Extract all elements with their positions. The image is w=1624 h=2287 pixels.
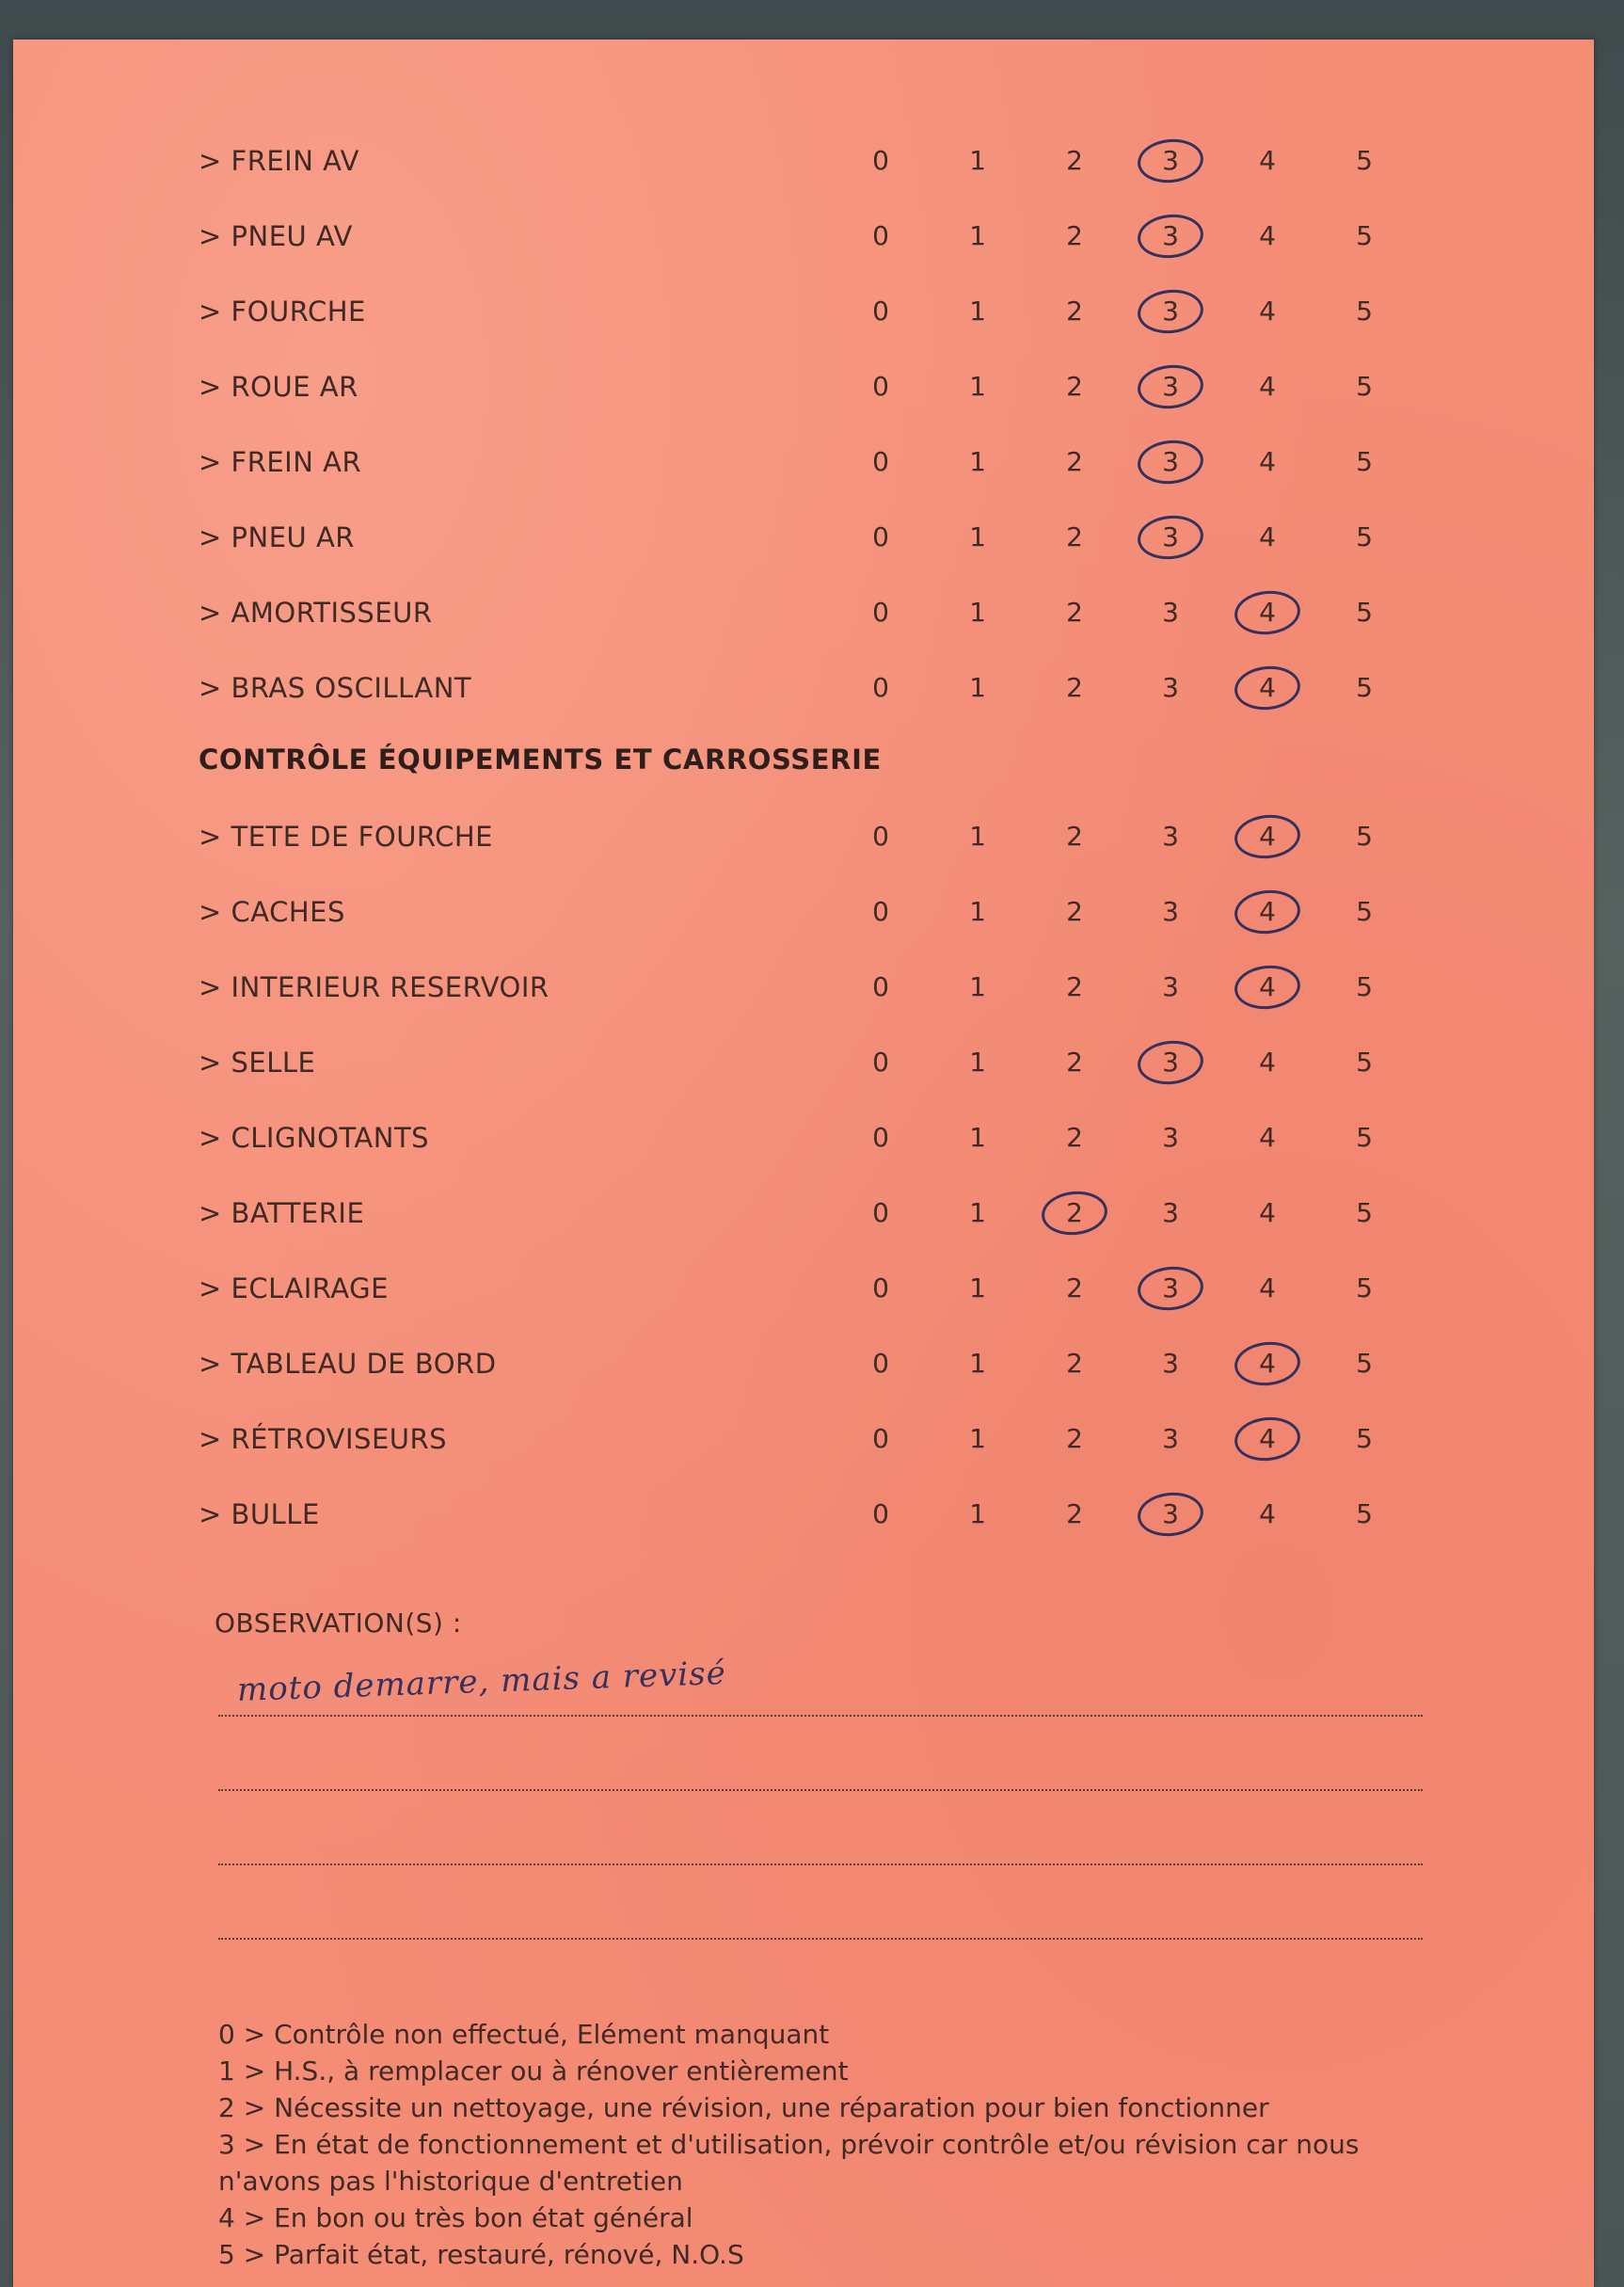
score-option-selected: 3 <box>1142 145 1199 176</box>
score-option: 0 <box>872 821 889 852</box>
score-option: 1 <box>969 371 986 402</box>
score-option: 2 <box>1066 521 1083 552</box>
item-label: > SELLE <box>199 1047 316 1079</box>
score-option-selected: 3 <box>1142 1272 1199 1303</box>
score-option: 5 <box>1356 1348 1373 1379</box>
score-option-selected: 4 <box>1239 896 1296 927</box>
item-label: > CLIGNOTANTS <box>199 1122 430 1154</box>
observation-line <box>218 1789 1423 1791</box>
item-label: > TETE DE FOURCHE <box>199 821 493 853</box>
score-option: 5 <box>1356 821 1373 852</box>
score-option: 5 <box>1356 145 1373 176</box>
legend-line: 5 > Parfait état, restauré, rénové, N.O.S <box>218 2239 744 2270</box>
observation-line <box>218 1863 1423 1865</box>
score-option: 2 <box>1066 145 1083 176</box>
score-option: 0 <box>872 371 889 402</box>
rating-row <box>13 582 1594 657</box>
item-label: > BRAS OSCILLANT <box>199 672 472 704</box>
score-option: 0 <box>872 1498 889 1529</box>
observations-label: OBSERVATION(S) : <box>215 1607 462 1639</box>
rating-row <box>13 1483 1594 1559</box>
score-option: 1 <box>969 1348 986 1379</box>
item-label: > ROUE AR <box>199 371 358 403</box>
score-option: 2 <box>1066 1498 1083 1529</box>
score-option: 0 <box>872 1122 889 1153</box>
score-option: 0 <box>872 1047 889 1078</box>
score-option: 5 <box>1356 1047 1373 1078</box>
score-option: 3 <box>1162 971 1179 1002</box>
score-option: 4 <box>1259 220 1276 251</box>
score-option: 2 <box>1066 1423 1083 1454</box>
score-option: 2 <box>1066 1122 1083 1153</box>
rating-row <box>13 1107 1594 1182</box>
score-option: 4 <box>1259 1122 1276 1153</box>
score-option: 4 <box>1259 145 1276 176</box>
legend-line: 0 > Contrôle non effectué, Elément manquant <box>218 2019 830 2050</box>
score-option: 4 <box>1259 1272 1276 1303</box>
rating-row <box>13 356 1594 431</box>
score-option: 1 <box>969 1498 986 1529</box>
score-option-selected: 4 <box>1239 971 1296 1002</box>
score-option: 4 <box>1259 1498 1276 1529</box>
legend-line: n'avons pas l'historique d'entretien <box>218 2166 683 2197</box>
rating-row <box>13 956 1594 1032</box>
score-option: 1 <box>969 1122 986 1153</box>
legend-line: 3 > En état de fonctionnement et d'utilisation, prévoir contrôle et/ou révision car nous <box>218 2129 1360 2160</box>
item-label: > RÉTROVISEURS <box>199 1423 448 1455</box>
item-label: > CACHES <box>199 896 345 928</box>
score-option: 1 <box>969 821 986 852</box>
score-option: 3 <box>1162 896 1179 927</box>
score-option: 4 <box>1259 296 1276 327</box>
score-option: 3 <box>1162 1197 1179 1228</box>
score-option: 5 <box>1356 1272 1373 1303</box>
score-option-selected: 2 <box>1046 1197 1103 1228</box>
score-option-selected: 3 <box>1142 446 1199 477</box>
score-option: 5 <box>1356 672 1373 703</box>
rating-row <box>13 506 1594 582</box>
score-option: 2 <box>1066 220 1083 251</box>
rating-row <box>13 431 1594 506</box>
score-option: 1 <box>969 521 986 552</box>
score-option-selected: 4 <box>1239 672 1296 703</box>
rating-row <box>13 806 1594 881</box>
score-option: 2 <box>1066 1047 1083 1078</box>
score-option: 0 <box>872 446 889 477</box>
score-option: 0 <box>872 296 889 327</box>
score-option-selected: 3 <box>1142 220 1199 251</box>
item-label: > FREIN AV <box>199 145 359 177</box>
score-option: 2 <box>1066 821 1083 852</box>
score-option: 5 <box>1356 220 1373 251</box>
item-label: > FOURCHE <box>199 296 366 328</box>
score-option: 1 <box>969 971 986 1002</box>
score-option: 0 <box>872 1423 889 1454</box>
score-option: 3 <box>1162 672 1179 703</box>
score-option: 5 <box>1356 597 1373 628</box>
legend-line: 2 > Nécessite un nettoyage, une révision, une réparation pour bien fonctionner <box>218 2092 1269 2123</box>
score-option: 0 <box>872 521 889 552</box>
score-option: 1 <box>969 1197 986 1228</box>
rating-row <box>13 657 1594 732</box>
item-label: > INTERIEUR RESERVOIR <box>199 971 549 1003</box>
item-label: > BATTERIE <box>199 1197 365 1229</box>
observation-line <box>218 1715 1423 1717</box>
score-option: 2 <box>1066 1272 1083 1303</box>
rating-row <box>13 130 1594 205</box>
score-option: 5 <box>1356 971 1373 1002</box>
score-option-selected: 4 <box>1239 1348 1296 1379</box>
score-option: 2 <box>1066 1348 1083 1379</box>
item-label: > BULLE <box>199 1498 320 1530</box>
score-option-selected: 3 <box>1142 1047 1199 1078</box>
rating-row <box>13 1032 1594 1107</box>
score-option-selected: 3 <box>1142 521 1199 552</box>
item-label: > AMORTISSEUR <box>199 597 433 629</box>
score-option: 1 <box>969 296 986 327</box>
handwritten-observation: moto demarre, mais a revisé <box>236 1654 727 1709</box>
score-option: 1 <box>969 1272 986 1303</box>
score-option-selected: 3 <box>1142 371 1199 402</box>
score-option: 2 <box>1066 446 1083 477</box>
score-option: 5 <box>1356 521 1373 552</box>
score-option: 1 <box>969 597 986 628</box>
item-label: > TABLEAU DE BORD <box>199 1348 497 1380</box>
section-heading: CONTRÔLE ÉQUIPEMENTS ET CARROSSERIE <box>199 744 882 776</box>
score-option: 4 <box>1259 446 1276 477</box>
score-option-selected: 4 <box>1239 821 1296 852</box>
score-option: 1 <box>969 1423 986 1454</box>
score-option: 4 <box>1259 521 1276 552</box>
rating-legend <box>218 2016 1441 2273</box>
score-option: 1 <box>969 1047 986 1078</box>
score-option: 2 <box>1066 672 1083 703</box>
score-option: 4 <box>1259 1197 1276 1228</box>
score-option: 2 <box>1066 896 1083 927</box>
score-option: 5 <box>1356 896 1373 927</box>
score-option: 1 <box>969 896 986 927</box>
score-option: 5 <box>1356 1197 1373 1228</box>
legend-line: 1 > H.S., à remplacer ou à rénover entièrement <box>218 2055 849 2087</box>
rating-row <box>13 280 1594 356</box>
score-option: 0 <box>872 971 889 1002</box>
observation-line <box>218 1938 1423 1940</box>
score-option-selected: 4 <box>1239 597 1296 628</box>
score-option: 3 <box>1162 821 1179 852</box>
score-option: 2 <box>1066 597 1083 628</box>
rating-row <box>13 1182 1594 1257</box>
item-label: > ECLAIRAGE <box>199 1272 389 1304</box>
score-option: 5 <box>1356 446 1373 477</box>
score-option-selected: 3 <box>1142 296 1199 327</box>
rating-row <box>13 881 1594 956</box>
score-option: 5 <box>1356 371 1373 402</box>
score-option: 0 <box>872 1272 889 1303</box>
score-option: 4 <box>1259 371 1276 402</box>
score-option: 3 <box>1162 597 1179 628</box>
score-option: 3 <box>1162 1348 1179 1379</box>
score-option: 0 <box>872 896 889 927</box>
item-label: > PNEU AR <box>199 521 355 553</box>
rating-row <box>13 1408 1594 1483</box>
score-option: 1 <box>969 145 986 176</box>
score-option-selected: 4 <box>1239 1423 1296 1454</box>
score-option: 5 <box>1356 1498 1373 1529</box>
score-option: 5 <box>1356 1423 1373 1454</box>
score-option: 1 <box>969 220 986 251</box>
rating-row <box>13 1333 1594 1408</box>
score-option: 0 <box>872 597 889 628</box>
score-option: 0 <box>872 1197 889 1228</box>
score-option: 3 <box>1162 1423 1179 1454</box>
score-option: 1 <box>969 446 986 477</box>
item-label: > FREIN AR <box>199 446 362 478</box>
rating-row <box>13 205 1594 280</box>
score-option: 3 <box>1162 1122 1179 1153</box>
score-option: 5 <box>1356 296 1373 327</box>
item-label: > PNEU AV <box>199 220 353 252</box>
score-option: 2 <box>1066 296 1083 327</box>
inspection-sheet <box>13 40 1594 2287</box>
score-option-selected: 3 <box>1142 1498 1199 1529</box>
rating-row <box>13 1257 1594 1333</box>
score-option: 0 <box>872 220 889 251</box>
score-option: 5 <box>1356 1122 1373 1153</box>
score-option: 0 <box>872 145 889 176</box>
score-option: 2 <box>1066 371 1083 402</box>
legend-line: 4 > En bon ou très bon état général <box>218 2202 693 2233</box>
score-option: 0 <box>872 672 889 703</box>
score-option: 2 <box>1066 971 1083 1002</box>
score-option: 4 <box>1259 1047 1276 1078</box>
score-option: 1 <box>969 672 986 703</box>
score-option: 0 <box>872 1348 889 1379</box>
